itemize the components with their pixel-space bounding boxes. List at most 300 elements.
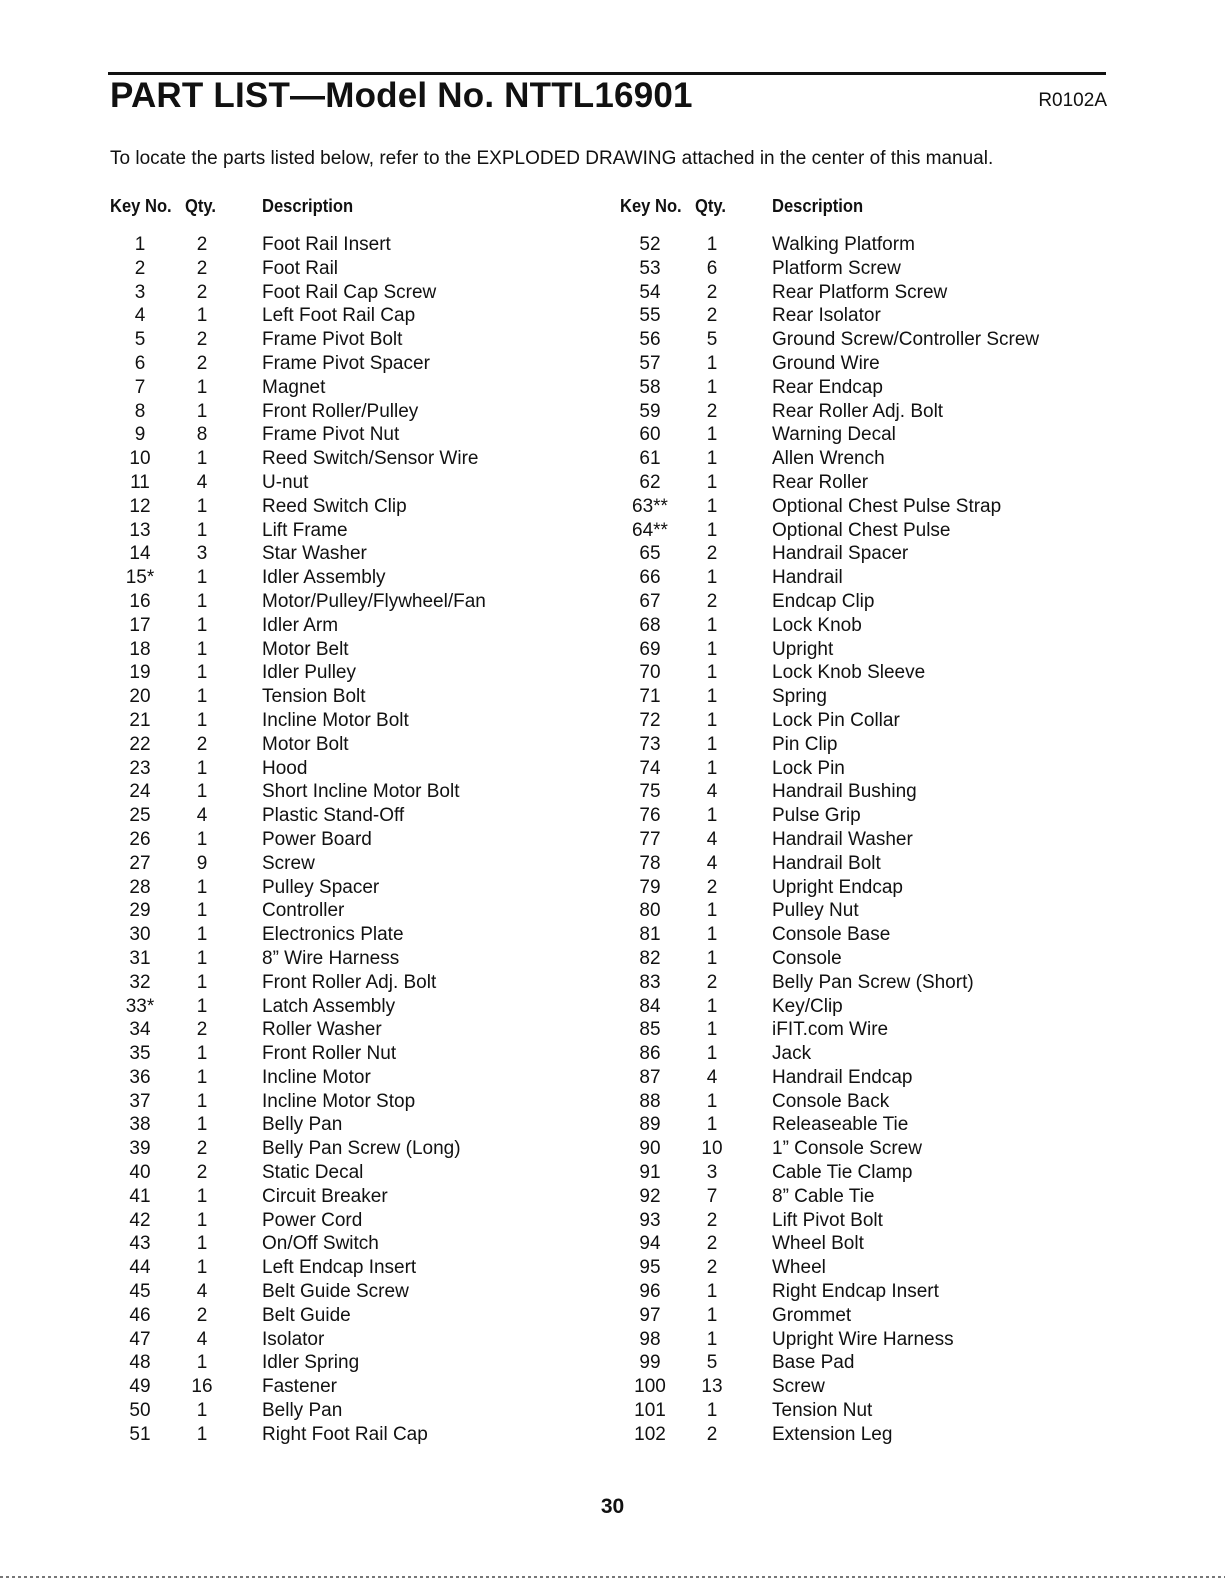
key-number: 76 <box>639 805 661 827</box>
quantity: 2 <box>706 971 718 993</box>
key-number: 97 <box>639 1304 661 1326</box>
key-number: 25 <box>129 805 151 827</box>
key-number: 7 <box>134 376 146 398</box>
quantity: 2 <box>706 305 718 327</box>
quantity: 2 <box>196 733 208 755</box>
part-description: Belt Guide <box>262 1304 351 1326</box>
part-description: Grommet <box>772 1304 852 1326</box>
quantity: 1 <box>706 1043 718 1065</box>
key-number: 59 <box>639 400 661 422</box>
quantity: 1 <box>706 1281 718 1303</box>
right-parts-list <box>620 233 1100 1447</box>
part-description: Frame Pivot Spacer <box>262 352 430 374</box>
quantity: 1 <box>706 495 718 517</box>
part-description: Platform Screw <box>772 257 901 279</box>
quantity: 1 <box>196 1257 208 1279</box>
quantity: 2 <box>196 329 208 351</box>
intro-text: To locate the parts listed below, refer to the EXPLODED DRAWING attached in the center of this manual. <box>110 148 994 169</box>
part-row <box>620 757 1100 781</box>
part-description: Right Endcap Insert <box>772 1281 939 1303</box>
key-number: 73 <box>639 733 661 755</box>
part-row <box>110 519 590 543</box>
part-row <box>110 257 590 281</box>
quantity: 1 <box>706 1090 718 1112</box>
part-description: Handrail Washer <box>772 828 913 850</box>
part-description: Belt Guide Screw <box>262 1281 409 1303</box>
part-row <box>110 1018 590 1042</box>
part-row <box>620 899 1100 923</box>
key-number: 81 <box>639 924 661 946</box>
quantity: 4 <box>196 805 208 827</box>
key-number: 2 <box>134 257 146 279</box>
key-number: 31 <box>129 947 151 969</box>
key-number: 12 <box>129 495 151 517</box>
part-row <box>620 638 1100 662</box>
quantity: 9 <box>196 852 208 874</box>
part-row <box>620 614 1100 638</box>
part-row <box>620 1375 1100 1399</box>
part-description: Pulley Nut <box>772 900 859 922</box>
part-row <box>110 852 590 876</box>
part-row <box>620 566 1100 590</box>
part-description: 8” Wire Harness <box>262 947 400 969</box>
part-row <box>110 1351 590 1375</box>
part-row <box>620 423 1100 447</box>
part-description: iFIT.com Wire <box>772 1019 889 1041</box>
key-number: 96 <box>639 1281 661 1303</box>
part-description: Belly Pan <box>262 1114 343 1136</box>
key-number: 27 <box>129 852 151 874</box>
header-rule <box>108 72 1106 75</box>
part-row <box>620 1328 1100 1352</box>
quantity: 1 <box>706 376 718 398</box>
part-row <box>110 876 590 900</box>
part-row <box>620 995 1100 1019</box>
quantity: 1 <box>196 924 208 946</box>
part-description: Cable Tie Clamp <box>772 1162 913 1184</box>
quantity: 3 <box>706 1162 718 1184</box>
part-row <box>110 638 590 662</box>
key-number: 21 <box>129 709 151 731</box>
part-row <box>620 1137 1100 1161</box>
quantity: 1 <box>706 686 718 708</box>
key-number: 75 <box>639 781 661 803</box>
part-description: U-nut <box>262 471 309 493</box>
part-description: Pulse Grip <box>772 805 861 827</box>
part-row <box>620 1423 1100 1447</box>
part-row <box>110 995 590 1019</box>
part-description: Console Base <box>772 924 891 946</box>
part-row <box>110 495 590 519</box>
quantity: 16 <box>191 1376 213 1398</box>
part-description: Upright Wire Harness <box>772 1328 954 1350</box>
part-description: Pin Clip <box>772 733 838 755</box>
key-number: 40 <box>129 1162 151 1184</box>
part-description: Idler Assembly <box>262 567 386 589</box>
key-number: 42 <box>129 1209 151 1231</box>
part-description: Right Foot Rail Cap <box>262 1423 428 1445</box>
part-row <box>620 947 1100 971</box>
key-number: 101 <box>634 1400 666 1422</box>
part-row <box>110 971 590 995</box>
part-description: Handrail Endcap <box>772 1066 913 1088</box>
part-row <box>620 304 1100 328</box>
part-row <box>110 304 590 328</box>
quantity: 8 <box>196 424 208 446</box>
part-row <box>620 328 1100 352</box>
quantity: 6 <box>706 257 718 279</box>
key-number: 39 <box>129 1138 151 1160</box>
part-row <box>110 709 590 733</box>
quantity: 2 <box>706 1257 718 1279</box>
key-number: 48 <box>129 1352 151 1374</box>
quantity: 1 <box>196 638 208 660</box>
part-row <box>620 1209 1100 1233</box>
left-parts-list <box>110 233 590 1447</box>
quantity: 1 <box>196 1233 208 1255</box>
part-description: Idler Spring <box>262 1352 360 1374</box>
part-description: Jack <box>772 1043 812 1065</box>
key-number: 44 <box>129 1257 151 1279</box>
part-row <box>110 1042 590 1066</box>
quantity: 1 <box>196 614 208 636</box>
part-row <box>110 376 590 400</box>
part-description: Front Roller Nut <box>262 1043 397 1065</box>
part-description: Frame Pivot Nut <box>262 424 400 446</box>
part-description: Base Pad <box>772 1352 855 1374</box>
part-row <box>620 1018 1100 1042</box>
part-description: Lift Pivot Bolt <box>772 1209 883 1231</box>
part-row <box>620 1280 1100 1304</box>
part-description: Left Foot Rail Cap <box>262 305 416 327</box>
quantity: 2 <box>196 234 208 255</box>
part-description: Rear Isolator <box>772 305 881 327</box>
key-number: 66 <box>639 567 661 589</box>
part-description: Ground Screw/Controller Screw <box>772 329 1040 351</box>
quantity: 1 <box>196 1423 208 1445</box>
part-description: Upright <box>772 638 834 660</box>
part-description: Idler Arm <box>262 614 339 636</box>
key-number: 55 <box>639 305 661 327</box>
part-description: Lock Pin <box>772 757 845 779</box>
part-row <box>110 423 590 447</box>
right-description-header: Description <box>772 196 864 216</box>
part-description: Reed Switch/Sensor Wire <box>262 448 479 470</box>
key-number: 65 <box>639 543 661 565</box>
quantity: 1 <box>706 1328 718 1350</box>
key-number: 94 <box>639 1233 661 1255</box>
quantity: 1 <box>706 1304 718 1326</box>
quantity: 1 <box>196 1400 208 1422</box>
key-number: 13 <box>129 519 151 541</box>
quantity: 1 <box>196 757 208 779</box>
key-number: 9 <box>134 424 146 446</box>
part-row <box>620 233 1100 257</box>
key-number: 34 <box>129 1019 151 1041</box>
part-description: Power Cord <box>262 1209 363 1231</box>
part-description: Screw <box>262 852 315 874</box>
quantity: 1 <box>196 1185 208 1207</box>
key-number: 68 <box>639 614 661 636</box>
part-row <box>110 1185 590 1209</box>
key-number: 90 <box>639 1138 661 1160</box>
part-row <box>110 1090 590 1114</box>
quantity: 2 <box>706 1423 718 1445</box>
quantity: 5 <box>706 329 718 351</box>
part-description: Rear Roller <box>772 471 869 493</box>
quantity: 1 <box>706 1114 718 1136</box>
part-row <box>620 1113 1100 1137</box>
quantity: 4 <box>706 828 718 850</box>
quantity: 1 <box>196 305 208 327</box>
key-number: 49 <box>129 1376 151 1398</box>
part-row <box>110 780 590 804</box>
key-number: 89 <box>639 1114 661 1136</box>
part-description: Rear Roller Adj. Bolt <box>772 400 944 422</box>
part-description: Idler Pulley <box>262 662 356 684</box>
part-description: Motor Belt <box>262 638 349 660</box>
quantity: 1 <box>706 995 718 1017</box>
part-description: Warning Decal <box>772 424 896 446</box>
part-description: Left Endcap Insert <box>262 1257 417 1279</box>
part-row <box>110 1256 590 1280</box>
part-row <box>620 1090 1100 1114</box>
part-row <box>620 1161 1100 1185</box>
left-qty-header: Qty. <box>185 196 216 216</box>
key-number: 29 <box>129 900 151 922</box>
part-row <box>110 233 590 257</box>
left-description-header: Description <box>262 196 354 216</box>
part-row <box>620 376 1100 400</box>
part-row <box>110 685 590 709</box>
key-number: 82 <box>639 947 661 969</box>
key-number: 50 <box>129 1400 151 1422</box>
key-number: 45 <box>129 1281 151 1303</box>
part-row <box>110 757 590 781</box>
key-number: 20 <box>129 686 151 708</box>
part-row <box>620 828 1100 852</box>
quantity: 1 <box>196 781 208 803</box>
quantity: 2 <box>706 590 718 612</box>
part-row <box>620 733 1100 757</box>
part-row <box>110 733 590 757</box>
key-number: 95 <box>639 1257 661 1279</box>
part-row <box>620 1232 1100 1256</box>
part-row <box>620 1185 1100 1209</box>
part-row <box>620 1399 1100 1423</box>
part-row <box>620 352 1100 376</box>
part-row <box>110 1375 590 1399</box>
key-number: 14 <box>129 543 151 565</box>
quantity: 1 <box>196 376 208 398</box>
key-number: 51 <box>129 1423 151 1445</box>
part-row <box>110 471 590 495</box>
left-key-no-header: Key No. <box>110 196 172 216</box>
key-number: 72 <box>639 709 661 731</box>
key-number: 62 <box>639 471 661 493</box>
key-number: 61 <box>639 448 661 470</box>
quantity: 1 <box>196 709 208 731</box>
part-row <box>620 1256 1100 1280</box>
quantity: 1 <box>706 709 718 731</box>
part-description: Tension Bolt <box>262 686 366 708</box>
key-number: 41 <box>129 1185 151 1207</box>
part-description: Foot Rail Cap Screw <box>262 281 437 303</box>
quantity: 4 <box>196 1328 208 1350</box>
part-row <box>620 709 1100 733</box>
part-row <box>110 542 590 566</box>
quantity: 1 <box>196 947 208 969</box>
key-number: 60 <box>639 424 661 446</box>
key-number: 17 <box>129 614 151 636</box>
key-number: 87 <box>639 1066 661 1088</box>
part-description: Short Incline Motor Bolt <box>262 781 460 803</box>
part-row <box>110 1113 590 1137</box>
key-number: 67 <box>639 590 661 612</box>
part-description: Front Roller/Pulley <box>262 400 419 422</box>
part-description: Tension Nut <box>772 1400 873 1422</box>
quantity: 7 <box>706 1185 718 1207</box>
key-number: 69 <box>639 638 661 660</box>
quantity: 2 <box>196 352 208 374</box>
part-row <box>110 1066 590 1090</box>
quantity: 1 <box>706 757 718 779</box>
quantity: 4 <box>196 1281 208 1303</box>
part-row <box>110 899 590 923</box>
part-row <box>620 876 1100 900</box>
part-description: Walking Platform <box>772 234 915 255</box>
part-row <box>620 804 1100 828</box>
part-description: Pulley Spacer <box>262 876 380 898</box>
part-description: Upright Endcap <box>772 876 903 898</box>
part-description: Endcap Clip <box>772 590 875 612</box>
quantity: 2 <box>706 281 718 303</box>
quantity: 1 <box>706 1019 718 1041</box>
key-number: 3 <box>134 281 146 303</box>
quantity: 2 <box>706 876 718 898</box>
quantity: 1 <box>706 567 718 589</box>
part-description: Plastic Stand-Off <box>262 805 405 827</box>
part-description: Foot Rail <box>262 257 339 279</box>
quantity: 10 <box>701 1138 723 1160</box>
key-number: 100 <box>634 1376 666 1398</box>
part-row <box>110 804 590 828</box>
key-number: 71 <box>639 686 661 708</box>
part-description: Handrail Bushing <box>772 781 917 803</box>
part-description: Roller Washer <box>262 1019 382 1041</box>
part-row <box>110 1280 590 1304</box>
part-description: Extension Leg <box>772 1423 893 1445</box>
part-description: Handrail <box>772 567 843 589</box>
key-number: 32 <box>129 971 151 993</box>
part-description: Lift Frame <box>262 519 348 541</box>
part-row <box>620 281 1100 305</box>
quantity: 1 <box>706 947 718 969</box>
part-row <box>110 1328 590 1352</box>
quantity: 2 <box>196 1304 208 1326</box>
part-row <box>620 852 1100 876</box>
part-description: Incline Motor Bolt <box>262 709 409 731</box>
part-row <box>620 685 1100 709</box>
quantity: 1 <box>706 1400 718 1422</box>
quantity: 2 <box>196 257 208 279</box>
quantity: 1 <box>196 1043 208 1065</box>
key-number: 5 <box>134 329 146 351</box>
key-number: 53 <box>639 257 661 279</box>
key-number: 58 <box>639 376 661 398</box>
key-number: 78 <box>639 852 661 874</box>
key-number: 28 <box>129 876 151 898</box>
page-title: PART LIST—Model No. NTTL16901 <box>110 76 693 115</box>
part-description: Belly Pan <box>262 1400 343 1422</box>
key-number: 70 <box>639 662 661 684</box>
quantity: 2 <box>196 1162 208 1184</box>
part-row <box>620 495 1100 519</box>
key-number: 26 <box>129 828 151 850</box>
part-row <box>110 566 590 590</box>
part-row <box>620 400 1100 424</box>
key-number: 6 <box>134 352 146 374</box>
part-description: Console Back <box>772 1090 890 1112</box>
part-description: Power Board <box>262 828 372 850</box>
part-row <box>620 257 1100 281</box>
part-row <box>110 661 590 685</box>
quantity: 1 <box>196 1114 208 1136</box>
quantity: 1 <box>196 1090 208 1112</box>
key-number: 85 <box>639 1019 661 1041</box>
part-row <box>110 590 590 614</box>
part-description: Front Roller Adj. Bolt <box>262 971 437 993</box>
part-description: Wheel Bolt <box>772 1233 864 1255</box>
quantity: 1 <box>196 876 208 898</box>
part-row <box>110 1161 590 1185</box>
part-description: Optional Chest Pulse <box>772 519 951 541</box>
quantity: 2 <box>196 1138 208 1160</box>
quantity: 4 <box>706 781 718 803</box>
quantity: 1 <box>706 662 718 684</box>
part-row <box>110 328 590 352</box>
key-number: 52 <box>639 234 661 255</box>
part-row <box>620 1066 1100 1090</box>
key-number: 10 <box>129 448 151 470</box>
quantity: 1 <box>706 805 718 827</box>
part-row <box>110 947 590 971</box>
part-row <box>110 614 590 638</box>
quantity: 1 <box>706 448 718 470</box>
part-row <box>110 1209 590 1233</box>
key-number: 56 <box>639 329 661 351</box>
part-description: Wheel <box>772 1257 826 1279</box>
key-number: 93 <box>639 1209 661 1231</box>
quantity: 1 <box>196 828 208 850</box>
part-description: Star Washer <box>262 543 367 565</box>
quantity: 1 <box>196 686 208 708</box>
part-row <box>110 923 590 947</box>
key-number: 19 <box>129 662 151 684</box>
key-number: 15* <box>125 567 155 589</box>
part-description: 8” Cable Tie <box>772 1185 875 1207</box>
part-description: Motor Bolt <box>262 733 349 755</box>
part-row <box>620 1042 1100 1066</box>
key-number: 47 <box>129 1328 151 1350</box>
part-row <box>620 590 1100 614</box>
quantity: 5 <box>706 1352 718 1374</box>
part-row <box>110 281 590 305</box>
part-description: Static Decal <box>262 1162 364 1184</box>
part-description: Lock Knob <box>772 614 862 636</box>
key-number: 11 <box>130 471 150 493</box>
part-row <box>620 447 1100 471</box>
